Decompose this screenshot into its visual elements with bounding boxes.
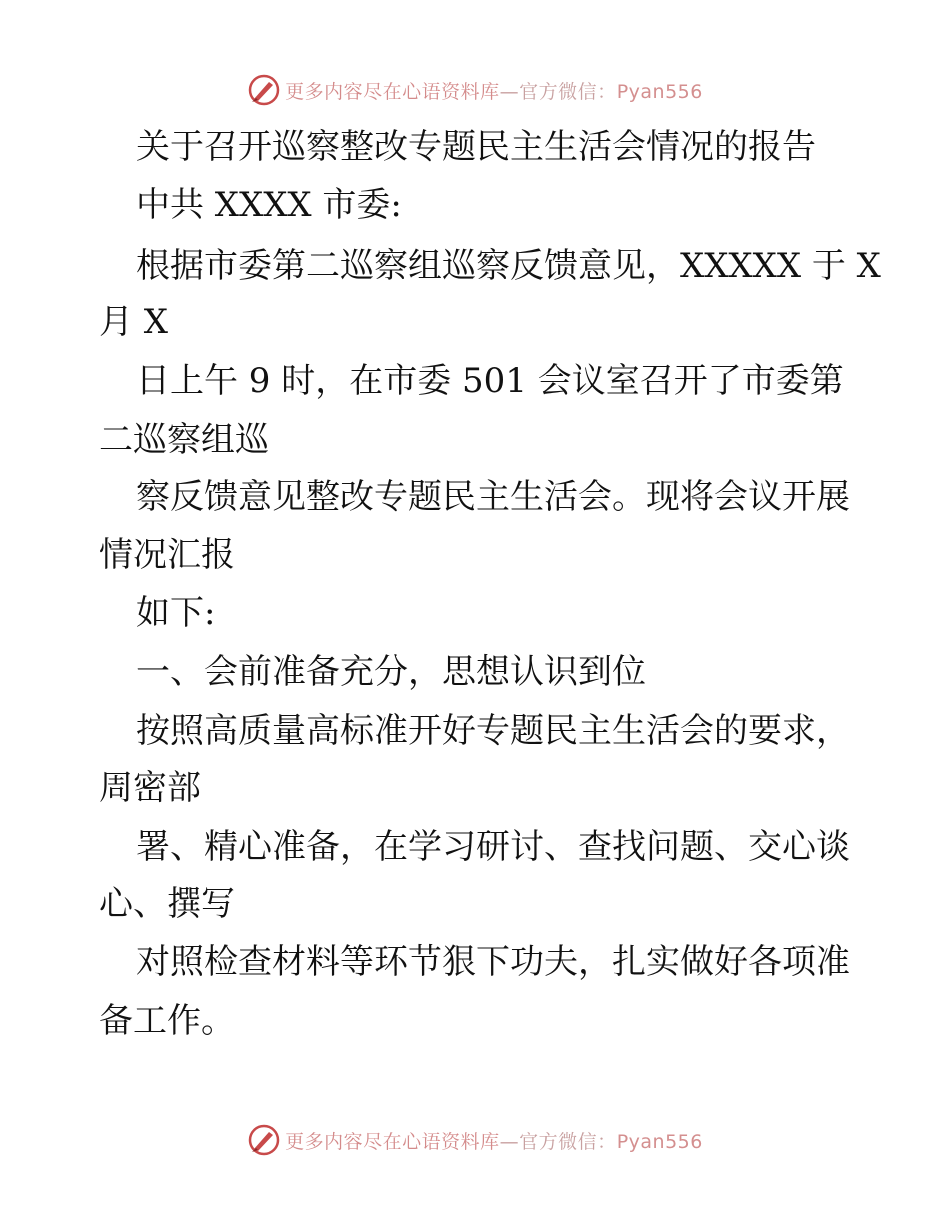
paragraph-line: 察反馈意见整改专题民主生活会。现将会议开展 <box>136 477 850 517</box>
section-heading: 一、会前准备充分，思想认识到位 <box>136 652 646 692</box>
watermark-main: 更多内容尽在心语资料库 <box>285 80 500 103</box>
header-watermark <box>0 70 950 110</box>
paragraph-line: 如下: <box>136 593 216 633</box>
paragraph-line: 月 X <box>99 302 169 342</box>
watermark-main: 更多内容尽在心语资料库 <box>285 1130 500 1153</box>
watermark-handle: Pyan556 <box>616 80 703 103</box>
pen-logo-icon <box>247 73 281 107</box>
watermark-label: 官方微信： <box>519 80 617 103</box>
paragraph-line: 根据市委第二巡察组巡察反馈意见，XXXXX 于 X <box>136 246 881 286</box>
paragraph-line: 日上午 9 时，在市委 501 会议室召开了市委第 <box>136 361 844 401</box>
watermark-label: 官方微信： <box>519 1130 617 1153</box>
watermark-separator: — <box>499 1130 520 1153</box>
paragraph-line: 按照高质量高标准开好专题民主生活会的要求， <box>136 711 850 751</box>
paragraph-line: 周密部 <box>99 768 201 808</box>
paragraph-line: 署、精心准备，在学习研讨、查找问题、交心谈 <box>136 827 850 867</box>
watermark-text <box>285 77 703 104</box>
footer-watermark <box>0 1120 950 1160</box>
pen-logo-icon <box>247 1123 281 1157</box>
paragraph-line: 对照检查材料等环节狠下功夫，扎实做好各项准 <box>136 942 850 982</box>
watermark-handle: Pyan556 <box>616 1130 703 1153</box>
watermark-text <box>285 1127 703 1154</box>
paragraph-line: 二巡察组巡 <box>99 420 269 460</box>
document-title: 关于召开巡察整改专题民主生活会情况的报告 <box>136 127 816 167</box>
paragraph-line: 心、撰写 <box>99 884 235 924</box>
paragraph-line: 备工作。 <box>99 1001 235 1041</box>
salutation: 中共 XXXX 市委: <box>136 185 402 225</box>
paragraph-line: 情况汇报 <box>99 535 235 575</box>
watermark-separator: — <box>499 80 520 103</box>
